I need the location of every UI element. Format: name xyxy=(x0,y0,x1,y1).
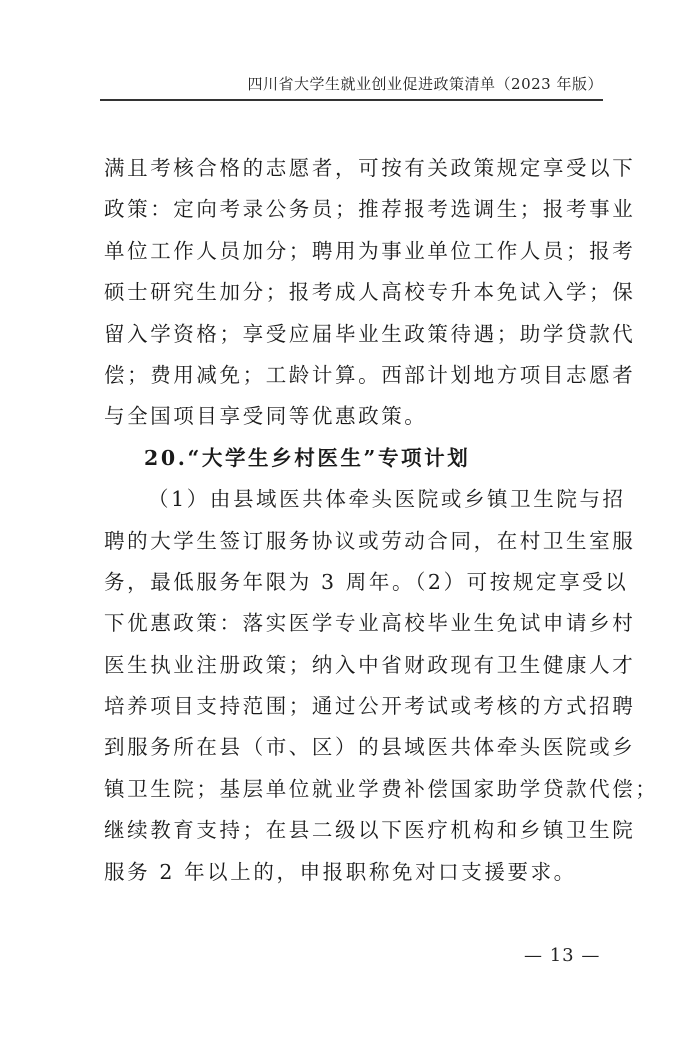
body-line: 硕士研究生加分；报考成人高校专升本免试入学；保 xyxy=(104,280,636,305)
page-number: — 13 — xyxy=(524,945,601,966)
body-line: 下优惠政策：落实医学专业高校毕业生免试申请乡村 xyxy=(104,611,636,636)
body-line: 政策：定向考录公务员；推荐报考选调生；报考事业 xyxy=(104,197,636,222)
body-line: 聘的大学生签订服务协议或劳动合同，在村卫生室服 xyxy=(104,528,636,553)
body-line: 服务 2 年以上的，申报职称免对口支援要求。 xyxy=(104,859,577,884)
running-header: 四川省大学生就业创业促进政策清单（2023 年版） xyxy=(247,75,603,93)
body-line: 到服务所在县（市、区）的县域医共体牵头医院或乡 xyxy=(104,735,636,760)
body-line: 单位工作人员加分；聘用为事业单位工作人员；报考 xyxy=(104,238,636,263)
body-line: 满且考核合格的志愿者，可按有关政策规定享受以下 xyxy=(104,156,636,180)
section-heading: 20.“大学生乡村医生”专项计划 xyxy=(144,445,471,470)
body-line: 继续教育支持；在县二级以下医疗机构和乡镇卫生院 xyxy=(104,818,636,843)
header-divider xyxy=(100,99,603,101)
body-line: 留入学资格；享受应届毕业生政策待遇；助学贷款代 xyxy=(104,321,636,346)
body-line: 务，最低服务年限为 3 周年。（2）可按规定享受以 xyxy=(104,569,629,594)
body-line: 医生执业注册政策；纳入中省财政现有卫生健康人才 xyxy=(104,652,636,677)
body-line: 偿；费用减免；工龄计算。西部计划地方项目志愿者 xyxy=(104,362,636,387)
body-text xyxy=(104,148,659,893)
body-line: 培养项目支持范围；通过公开考试或考核的方式招聘 xyxy=(104,694,636,719)
paragraph-first-line: （1）由县域医共体牵头医院或乡镇卫生院与招 xyxy=(148,487,626,512)
body-line: 镇卫生院；基层单位就业学费补偿国家助学贷款代偿； xyxy=(104,776,659,801)
body-line: 与全国项目享受同等优惠政策。 xyxy=(104,404,428,429)
